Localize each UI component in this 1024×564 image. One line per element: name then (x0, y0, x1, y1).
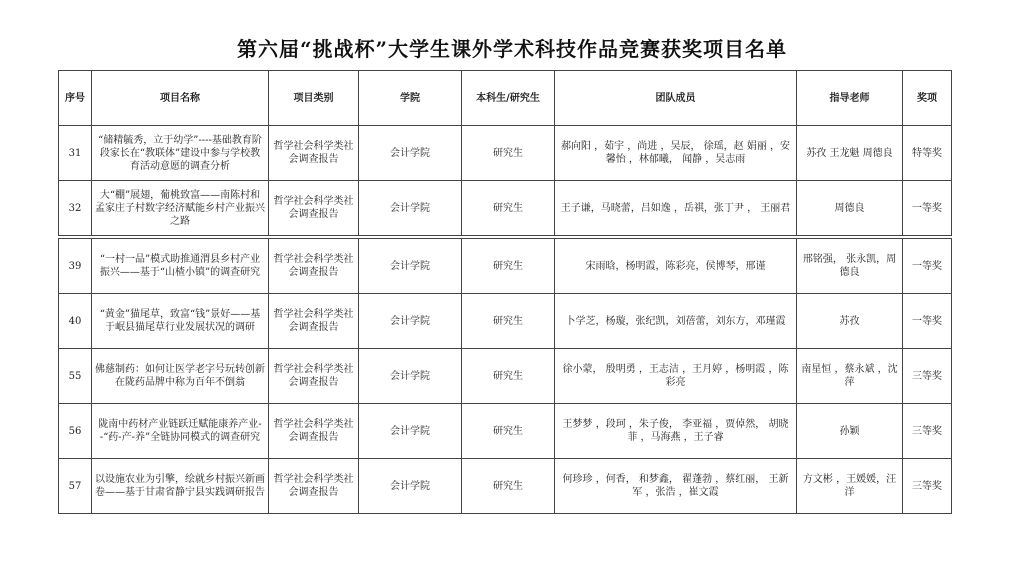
row-members: 王子谦，马晓蕾，吕如逸 ，岳祺，张丁尹 ， 王丽君 (555, 181, 797, 236)
row-degree: 研究生 (462, 294, 555, 349)
row-advisor: 周德良 (797, 181, 903, 236)
row-college: 会计学院 (359, 294, 462, 349)
row-category: 哲学社会科学类社会调查报告 (269, 126, 359, 181)
row-index: 32 (59, 181, 92, 236)
awards-table (58, 70, 952, 514)
row-project-name: 大“棚”展翅，葡桃致富——南陈村和孟家庄子村数字经济赋能乡村产业振兴之路 (92, 181, 269, 236)
row-advisor: 孙颖 (797, 404, 903, 459)
table-row (59, 404, 952, 459)
row-degree: 研究生 (462, 404, 555, 459)
row-college: 会计学院 (359, 239, 462, 294)
row-college: 会计学院 (359, 181, 462, 236)
row-members: 卜学芝，杨璇，张纪凯，刘蓓蕾，刘东方，邓瑾霞 (555, 294, 797, 349)
table-row (59, 459, 952, 514)
row-project-name: “一村一品”模式助推通渭县乡村产业振兴——基于“山楂小镇”的调查研究 (92, 239, 269, 294)
row-members: 何珍珍 ，何香， 和梦鑫， 翟蓬勃 ，蔡红丽， 王新军 ，张浩 ，崔文霞 (555, 459, 797, 514)
row-award: 特等奖 (903, 126, 952, 181)
row-members: 王梦梦 ，段珂 ，朱子俊， 李亚福 ，贾倬然， 胡晓菲 ，马海燕 ，王子睿 (555, 404, 797, 459)
row-category: 哲学社会科学类社会调查报告 (269, 239, 359, 294)
table-row (59, 181, 952, 236)
row-index: 57 (59, 459, 92, 514)
header-advisor: 指导老师 (797, 71, 903, 126)
table-row (59, 349, 952, 404)
header-members: 团队成员 (555, 71, 797, 126)
row-category: 哲学社会科学类社会调查报告 (269, 294, 359, 349)
document-title: 第六届“挑战杯”大学生课外学术科技作品竞赛获奖项目名单 (236, 37, 787, 61)
row-advisor: 苏孜 (797, 294, 903, 349)
row-index: 40 (59, 294, 92, 349)
row-award: 一等奖 (903, 294, 952, 349)
row-advisor: 苏孜 王龙魁 周德良 (797, 126, 903, 181)
row-advisor: 方文彬 ，王媛媛，汪洋 (797, 459, 903, 514)
row-project-name: “黄金”猫尾草，致富“钱”景好——基于岷县猫尾草行业发展状况的调研 (92, 294, 269, 349)
row-college: 会计学院 (359, 349, 462, 404)
header-project-name: 项目名称 (92, 71, 269, 126)
row-project-name: 陇南中药材产业链跃迁赋能康养产业--“药-产-养”全链协同模式的调查研究 (92, 404, 269, 459)
header-category: 项目类别 (269, 71, 359, 126)
row-award: 三等奖 (903, 349, 952, 404)
row-members: 宋雨晗，杨明霞，陈彩亮，侯博琴，邢谨 (555, 239, 797, 294)
row-degree: 研究生 (462, 239, 555, 294)
table-row (59, 239, 952, 294)
row-college: 会计学院 (359, 126, 462, 181)
header-index: 序号 (59, 71, 92, 126)
row-project-name: 佛慈制药：如何让医学老字号玩转创新在陇药品牌中称为百年不倒翁 (92, 349, 269, 404)
row-members: 徐小蒙， 殷明勇 ，王志洁 ，王月婷 ，杨明霞 ，陈彩亮 (555, 349, 797, 404)
row-category: 哲学社会科学类社会调查报告 (269, 404, 359, 459)
header-college: 学院 (359, 71, 462, 126)
header-award: 奖项 (903, 71, 952, 126)
row-index: 31 (59, 126, 92, 181)
header-degree: 本科生/研究生 (462, 71, 555, 126)
row-college: 会计学院 (359, 459, 462, 514)
row-category: 哲学社会科学类社会调查报告 (269, 349, 359, 404)
row-award: 三等奖 (903, 404, 952, 459)
row-category: 哲学社会科学类社会调查报告 (269, 459, 359, 514)
row-project-name: “储精毓秀，立于幼学”----基础教育阶段家长在“教联体”建设中参与学校教育活动意愿的调查分析 (92, 126, 269, 181)
row-members: 郝向阳 ，茹宇 ，尚进 ，吴辰， 徐瑶，赵 娟丽 ，安馨怡 ，林郁曦， 闻静 ，吴志雨 (555, 126, 797, 181)
row-degree: 研究生 (462, 126, 555, 181)
row-project-name: 以设施农业为引擎，绘就乡村振兴新画卷——基于甘肃省静宁县实践调研报告 (92, 459, 269, 514)
row-index: 39 (59, 239, 92, 294)
table-row (59, 126, 952, 181)
row-award: 三等奖 (903, 459, 952, 514)
row-degree: 研究生 (462, 181, 555, 236)
row-index: 55 (59, 349, 92, 404)
table-row (59, 294, 952, 349)
row-category: 哲学社会科学类社会调查报告 (269, 181, 359, 236)
row-index: 56 (59, 404, 92, 459)
row-college: 会计学院 (359, 404, 462, 459)
row-advisor: 南星恒 ，蔡永斌 ，沈萍 (797, 349, 903, 404)
row-degree: 研究生 (462, 349, 555, 404)
row-degree: 研究生 (462, 459, 555, 514)
row-award: 一等奖 (903, 239, 952, 294)
row-advisor: 邢铭强， 张永凯，周德良 (797, 239, 903, 294)
header-row (59, 71, 952, 126)
row-award: 一等奖 (903, 181, 952, 236)
